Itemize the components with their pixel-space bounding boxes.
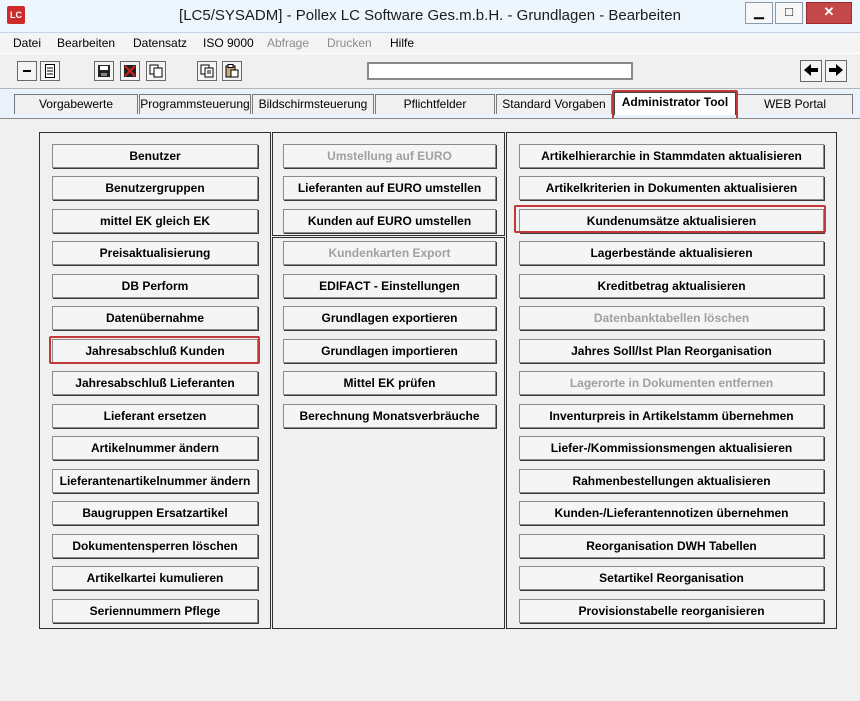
lieferant-ersetzen-button[interactable]: Lieferant ersetzen [52, 404, 258, 428]
middle-bottom-panel [272, 237, 505, 629]
toolbar [0, 53, 860, 89]
liefer-kommissionsmengen-aktualisieren-button[interactable]: Liefer-/Kommissionsmengen aktualisieren [519, 436, 824, 460]
umstellung-auf-euro-button[interactable]: Umstellung auf EURO [283, 144, 496, 168]
active-tab-highlight [612, 90, 738, 120]
menu-abfrage[interactable]: Abfrage [267, 36, 310, 50]
kundenkarten-export-button[interactable]: Kundenkarten Export [283, 241, 496, 265]
artikelhierarchie-aktualisieren-button[interactable]: Artikelhierarchie in Stammdaten aktualisieren [519, 144, 824, 168]
grundlagen-importieren-button[interactable]: Grundlagen importieren [283, 339, 496, 363]
menu-iso-9000[interactable]: ISO 9000 [203, 36, 254, 50]
copy-record-icon[interactable] [146, 61, 166, 81]
content-area [0, 118, 860, 701]
grundlagen-exportieren-button[interactable]: Grundlagen exportieren [283, 306, 496, 330]
reorganisation-dwh-tabellen-button[interactable]: Reorganisation DWH Tabellen [519, 534, 824, 558]
berechnung-monatsverbraeuche-button[interactable]: Berechnung Monatsverbräuche [283, 404, 496, 428]
setartikel-reorganisation-button[interactable]: Setartikel Reorganisation [519, 566, 824, 590]
rahmenbestellungen-aktualisieren-button[interactable]: Rahmenbestellungen aktualisieren [519, 469, 824, 493]
kundenumsaetze-aktualisieren-button[interactable]: Kundenumsätze aktualisieren [519, 209, 824, 233]
mittel-ek-gleich-ek-button[interactable]: mittel EK gleich EK [52, 209, 258, 233]
tab-bildschirmsteuerung[interactable]: Bildschirmsteuerung [252, 94, 374, 114]
kunden-lieferantennotizen-uebernehmen-button[interactable]: Kunden-/Lieferantennotizen übernehmen [519, 501, 824, 525]
left-panel [39, 132, 271, 629]
tab-web-portal[interactable]: WEB Portal [737, 94, 853, 114]
save-icon[interactable] [94, 61, 114, 81]
delete-icon[interactable] [120, 61, 140, 81]
lieferantenartikelnummer-aendern-button[interactable]: Lieferantenartikelnummer ändern [52, 469, 258, 493]
middle-top-panel [272, 132, 505, 236]
app-logo-icon[interactable]: LC [7, 6, 25, 24]
seriennummern-pflege-button[interactable]: Seriennummern Pflege [52, 599, 258, 623]
lieferanten-auf-euro-umstellen-button[interactable]: Lieferanten auf EURO umstellen [283, 176, 496, 200]
benutzergruppen-button[interactable]: Benutzergruppen [52, 176, 258, 200]
benutzer-button[interactable]: Benutzer [52, 144, 258, 168]
tab-vorgabewerte[interactable]: Vorgabewerte [14, 94, 138, 114]
mittel-ek-pruefen-button[interactable]: Mittel EK prüfen [283, 371, 496, 395]
menu-datensatz[interactable]: Datensatz [133, 36, 188, 50]
title-bar[interactable] [0, 0, 860, 33]
arrow-right-icon[interactable] [825, 60, 847, 82]
jahresabschluss-kunden-button[interactable]: Jahresabschluß Kunden [52, 339, 258, 363]
minus-icon[interactable] [17, 61, 37, 81]
tab-standard-vorgaben[interactable]: Standard Vorgaben [496, 94, 612, 114]
menu-bearbeiten[interactable]: Bearbeiten [57, 36, 116, 50]
tab-programmsteuerung[interactable]: Programmsteuerung [139, 94, 251, 114]
tab-administrator-tool[interactable]: Administrator Tool [614, 92, 736, 115]
artikelkartei-kumulieren-button[interactable]: Artikelkartei kumulieren [52, 566, 258, 590]
provisionstabelle-reorganisieren-button[interactable]: Provisionstabelle reorganisieren [519, 599, 824, 623]
minimize-button[interactable]: ▁ [745, 2, 773, 24]
kunden-auf-euro-umstellen-button[interactable]: Kunden auf EURO umstellen [283, 209, 496, 233]
artikelnummer-aendern-button[interactable]: Artikelnummer ändern [52, 436, 258, 460]
baugruppen-ersatzartikel-button[interactable]: Baugruppen Ersatzartikel [52, 501, 258, 525]
lagerbestaende-aktualisieren-button[interactable]: Lagerbestände aktualisieren [519, 241, 824, 265]
window-title: [LC5/SYSADM] - Pollex LC Software Ges.m.b.H. - Grundlagen - Bearbeiten [179, 7, 681, 24]
dokumentensperren-loeschen-button[interactable]: Dokumentensperren löschen [52, 534, 258, 558]
inventurpreis-uebernehmen-button[interactable]: Inventurpreis in Artikelstamm übernehmen [519, 404, 824, 428]
menu-datei[interactable]: Datei [13, 36, 42, 50]
lagerorte-entfernen-button[interactable]: Lagerorte in Dokumenten entfernen [519, 371, 824, 395]
close-button[interactable]: ✕ [806, 2, 852, 24]
menu-drucken[interactable]: Drucken [327, 36, 372, 50]
datenbanktabellen-loeschen-button[interactable]: Datenbanktabellen löschen [519, 306, 824, 330]
edifact-einstellungen-button[interactable]: EDIFACT - Einstellungen [283, 274, 496, 298]
jahresabschluss-lieferanten-button[interactable]: Jahresabschluß Lieferanten [52, 371, 258, 395]
kreditbetrag-aktualisieren-button[interactable]: Kreditbetrag aktualisieren [519, 274, 824, 298]
jahres-soll-ist-plan-reorganisation-button[interactable]: Jahres Soll/Ist Plan Reorganisation [519, 339, 824, 363]
menu-bar [0, 33, 860, 53]
copy-icon[interactable] [197, 61, 217, 81]
search-input[interactable] [367, 62, 633, 80]
preisaktualisierung-button[interactable]: Preisaktualisierung [52, 241, 258, 265]
artikelkriterien-aktualisieren-button[interactable]: Artikelkriterien in Dokumenten aktualisieren [519, 176, 824, 200]
tab-pflichtfelder[interactable]: Pflichtfelder [375, 94, 495, 114]
menu-hilfe[interactable]: Hilfe [390, 36, 415, 50]
right-panel [506, 132, 837, 629]
document-icon[interactable] [40, 61, 60, 81]
maximize-button[interactable]: □ [775, 2, 803, 24]
arrow-left-icon[interactable] [800, 60, 822, 82]
db-perform-button[interactable]: DB Perform [52, 274, 258, 298]
paste-icon[interactable] [222, 61, 242, 81]
datenuebernahme-button[interactable]: Datenübernahme [52, 306, 258, 330]
